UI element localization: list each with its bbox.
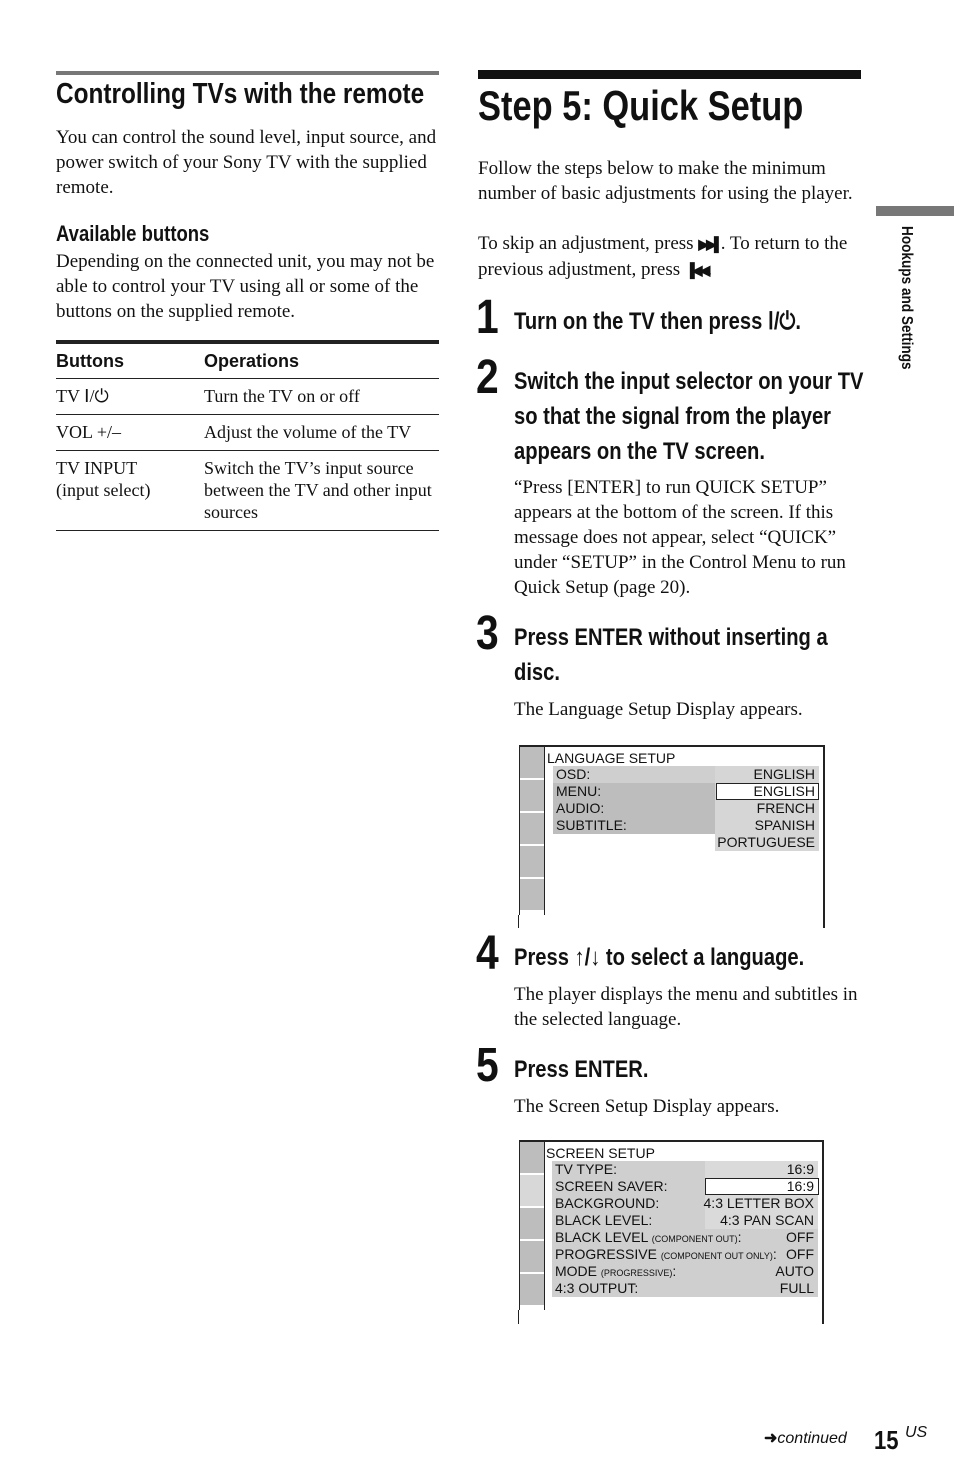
step-body: The Language Setup Display appears.: [514, 699, 803, 720]
osd-row-label: BLACK LEVEL (COMPONENT OUT):: [555, 1229, 742, 1245]
osd-row-value: OFF: [786, 1229, 814, 1245]
osd-row: [552, 1280, 818, 1297]
osd-row-label: SUBTITLE:: [556, 817, 627, 833]
section-intro: You can control the sound level, input source, and power switch of your Sony TV with the supplied remote.: [56, 127, 437, 198]
screen-setup-screen: [519, 1140, 824, 1324]
osd-tab: [520, 747, 544, 780]
step-number: 2: [476, 351, 499, 404]
skip-instructions: [478, 231, 863, 283]
osd-row-value: ENGLISH: [753, 783, 815, 799]
section-heading: Controlling TVs with the remote: [56, 78, 425, 110]
step-title: Switch the input selector on your TV so that the signal from the player appears on the TV screen.: [514, 368, 864, 465]
osd-row-label: BACKGROUND:: [555, 1195, 660, 1211]
osd-row: [552, 1246, 818, 1263]
step-title: Turn on the TV then press Ⅰ/⏻.: [514, 308, 801, 335]
osd-tab: [520, 1175, 544, 1208]
osd-row-value: FULL: [779, 1280, 814, 1296]
osd-row: [552, 1195, 818, 1212]
previous-icon: ▐◀◀: [684, 262, 708, 278]
step-number: 4: [476, 927, 499, 980]
osd-row-label: 4:3 OUTPUT:: [555, 1280, 639, 1296]
osd-row: [552, 1229, 818, 1246]
osd-tab: [520, 813, 544, 846]
table-cell-operation: Switch the TV’s input source between the TV and other input sources: [204, 451, 439, 531]
osd-tab: [520, 780, 544, 813]
osd-row: [552, 1178, 818, 1195]
osd-row: [553, 817, 819, 834]
table-header-operations: Operations: [204, 342, 439, 379]
step-body: The Screen Setup Display appears.: [514, 1096, 780, 1117]
osd-row: [552, 1263, 818, 1280]
table-row: [56, 415, 439, 451]
osd-row-value: 16:9: [786, 1178, 814, 1194]
page-suffix: US: [905, 1424, 928, 1441]
osd-row-label: AUDIO:: [556, 800, 605, 816]
side-tab-bar: [876, 206, 954, 216]
osd-row-label: PROGRESSIVE (COMPONENT OUT ONLY):: [555, 1246, 777, 1262]
step-number: 5: [476, 1039, 499, 1092]
side-tab-label: Hookups and Settings: [898, 226, 915, 370]
osd-row: [552, 1161, 818, 1178]
osd-row: [553, 783, 819, 800]
osd-row-value: 16:9: [786, 1161, 814, 1177]
osd-row: [552, 1212, 818, 1229]
osd-tab-column: [519, 1142, 545, 1310]
table-cell-operation: Turn the TV on or off: [204, 379, 439, 415]
language-setup-screen: [519, 745, 825, 928]
osd-row-value: AUTO: [775, 1263, 814, 1279]
osd-tab: [520, 879, 544, 912]
osd-tab: [520, 1274, 544, 1307]
step-body: “Press [ENTER] to run QUICK SETUP” appears at the bottom of the screen. If this message does not appear, select “QUICK” under “SETUP” in the Control Menu to run Quick Setup (page 20).: [514, 477, 846, 598]
buttons-table: [56, 340, 439, 531]
table-cell-button: VOL +/–: [56, 415, 204, 451]
osd-row-label: SCREEN SAVER:: [555, 1178, 668, 1194]
step-title: Press ENTER.: [514, 1056, 649, 1083]
step-title: Press ↑/↓ to select a language.: [514, 944, 805, 971]
next-icon: ▶▶▌: [698, 236, 721, 252]
table-header-buttons: Buttons: [56, 342, 204, 379]
osd-row-label: BLACK LEVEL:: [555, 1212, 653, 1228]
table-row: [56, 451, 439, 531]
step-title: Press ENTER without inserting a disc.: [514, 624, 828, 686]
step-number: 1: [476, 291, 499, 344]
table-row: [56, 379, 439, 415]
table-cell-button: TV Ⅰ/⏻: [56, 379, 204, 415]
osd-tab: [520, 1241, 544, 1274]
skip-text: To skip an adjustment, press: [478, 233, 699, 254]
osd-row: [553, 800, 819, 817]
osd-tab: [520, 846, 544, 879]
step-number: 3: [476, 607, 499, 660]
osd-row-label: TV TYPE:: [555, 1161, 617, 1177]
subheading-text: Depending on the connected unit, you may not be able to control your TV using all or some of the buttons on the supplied remote.: [56, 251, 435, 322]
table-cell-button: TV INPUT (input select): [56, 451, 204, 531]
intro-text: Follow the steps below to make the minimum number of basic adjustments for using the player.: [478, 158, 853, 204]
subheading: Available buttons: [56, 221, 210, 246]
return-text: . To return to the previous adjustment, press: [478, 233, 848, 280]
page-title: Step 5: Quick Setup: [478, 82, 804, 129]
osd-row-value: OFF: [786, 1246, 814, 1262]
osd-title: LANGUAGE SETUP: [547, 750, 676, 766]
step-body: The player displays the menu and subtitles in the selected language.: [514, 984, 858, 1030]
osd-row-label: MENU:: [556, 783, 602, 799]
title-rule: [478, 70, 861, 79]
table-cell-operation: Adjust the volume of the TV: [204, 415, 439, 451]
page-number: 15: [874, 1425, 899, 1455]
osd-row-label: MODE (PROGRESSIVE):: [555, 1263, 677, 1279]
osd-row-value: 4:3 PAN SCAN: [720, 1212, 814, 1228]
osd-row: [553, 766, 819, 783]
continued-label: continued: [777, 1430, 847, 1447]
osd-row-value: PORTUGUESE: [717, 834, 815, 850]
osd-tab: [520, 1208, 544, 1241]
osd-row-value: ENGLISH: [753, 766, 815, 782]
osd-tab-column: [519, 747, 545, 915]
osd-row-label: OSD:: [556, 766, 591, 782]
arrow-right-icon: ➜: [764, 1430, 778, 1447]
section-rule: [56, 71, 439, 75]
osd-row-value: 4:3 LETTER BOX: [703, 1195, 814, 1211]
osd-title: SCREEN SETUP: [546, 1145, 655, 1161]
osd-row-value: SPANISH: [754, 817, 815, 833]
osd-row-value: FRENCH: [756, 800, 815, 816]
period: .: [707, 259, 713, 280]
continued-note: [764, 1428, 847, 1448]
osd-row: [553, 834, 819, 851]
osd-tab: [520, 1142, 544, 1175]
